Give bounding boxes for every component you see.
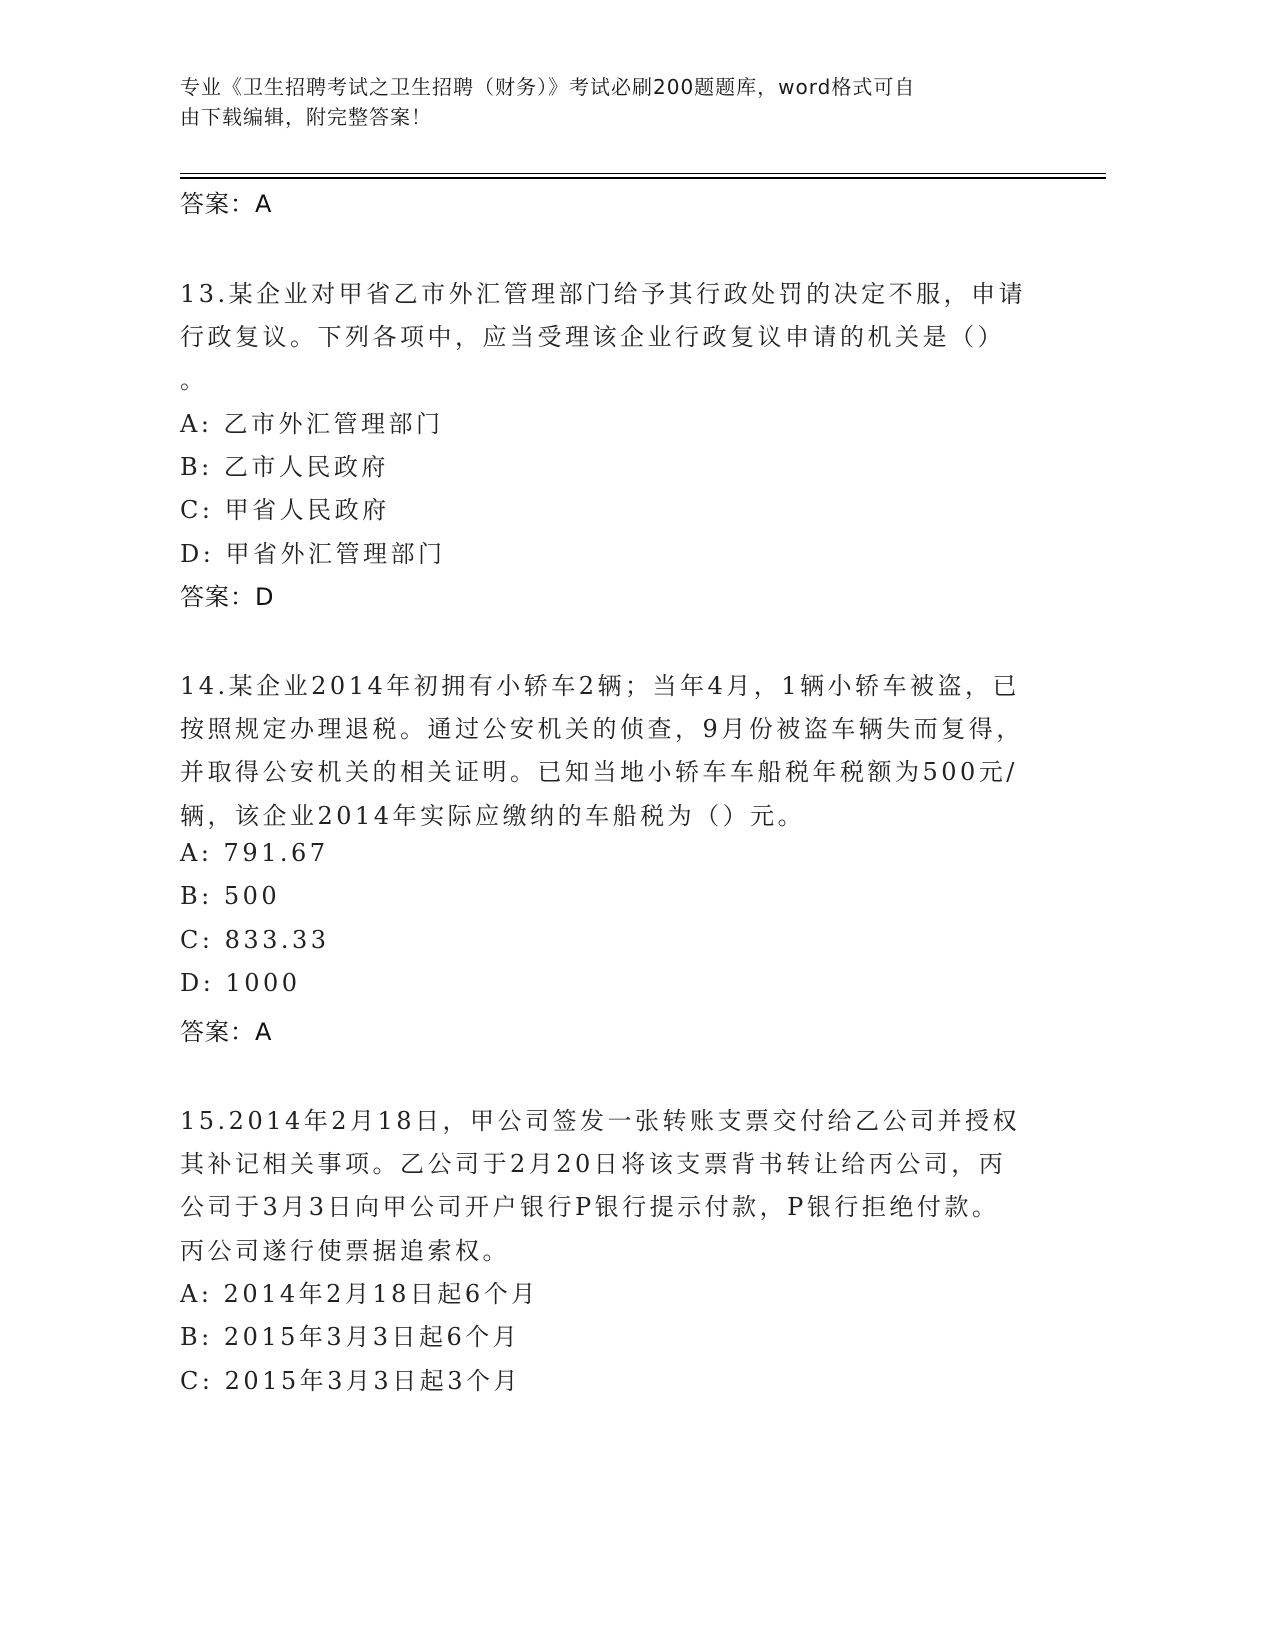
question-15-text-line-2: 其补记相关事项。乙公司于2月20日将该支票背书转让给丙公司，丙 xyxy=(180,1150,1007,1178)
header-title-line-2: 由下载编辑，附完整答案！ xyxy=(180,105,432,129)
question-14-text-line-1: 14.某企业2014年初拥有小轿车2辆；当年4月，1辆小轿车被盗，已 xyxy=(180,672,1021,700)
header-divider-thin xyxy=(180,173,1106,174)
question-14-option-d: D: 1000 xyxy=(180,969,301,997)
question-15-option-b: B: 2015年3月3日起6个月 xyxy=(180,1323,521,1351)
header-title-line-1: 专业《卫生招聘考试之卫生招聘（财务）》考试必刷200题题库，word格式可自 xyxy=(180,75,916,99)
question-14-option-b: B: 500 xyxy=(180,882,281,910)
question-14-option-a: A: 791.67 xyxy=(180,839,329,867)
question-13-text-line-2: 行政复议。下列各项中，应当受理该企业行政复议申请的机关是（） xyxy=(180,323,1005,351)
answer-q14: 答案：A xyxy=(180,1018,273,1046)
question-14-text-line-2: 按照规定办理退税。通过公安机关的侦查，9月份被盗车辆失而复得， xyxy=(180,715,1024,743)
question-13-text-line-3: 。 xyxy=(180,366,208,394)
question-15-text-line-4: 丙公司遂行使票据追索权。 xyxy=(180,1237,510,1265)
question-15-option-c: C: 2015年3月3日起3个月 xyxy=(180,1367,521,1395)
question-13-option-a: A: 乙市外汇管理部门 xyxy=(180,410,444,438)
question-14-option-c: C: 833.33 xyxy=(180,926,330,954)
question-13-option-b: B: 乙市人民政府 xyxy=(180,453,389,481)
question-14-text-line-3: 并取得公安机关的相关证明。已知当地小轿车车船税年税额为500元/ xyxy=(180,758,1018,786)
page-header xyxy=(180,72,1050,132)
answer-q12: 答案：A xyxy=(180,190,273,218)
question-14-text-line-4: 辆，该企业2014年实际应缴纳的车船税为（）元。 xyxy=(180,802,806,830)
question-13-text-line-1: 13.某企业对甲省乙市外汇管理部门给予其行政处罚的决定不服，申请 xyxy=(180,280,1027,308)
question-15-text-line-1: 15.2014年2月18日，甲公司签发一张转账支票交付给乙公司并授权 xyxy=(180,1107,1021,1135)
question-13-option-c: C: 甲省人民政府 xyxy=(180,496,390,524)
question-13-option-d: D: 甲省外汇管理部门 xyxy=(180,540,446,568)
answer-q13: 答案：D xyxy=(180,583,275,611)
header-divider-thick xyxy=(180,177,1106,179)
question-15-text-line-3: 公司于3月3日向甲公司开户银行P银行提示付款，P银行拒绝付款。 xyxy=(180,1193,1000,1221)
question-15-option-a: A: 2014年2月18日起6个月 xyxy=(180,1280,539,1308)
